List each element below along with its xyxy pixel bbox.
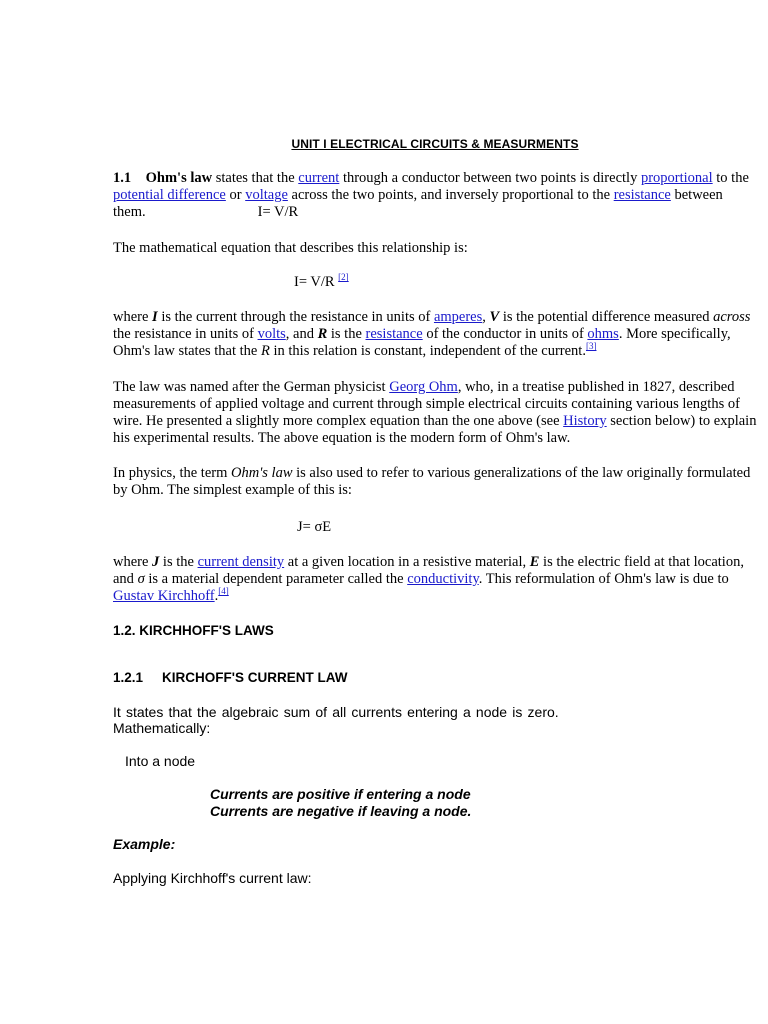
example-label: Example: xyxy=(113,836,176,852)
link-resistance-2[interactable]: resistance xyxy=(365,326,423,342)
mathematically-label: Mathematically: xyxy=(113,720,211,736)
kcl-statement: It states that the algebraic sum of all currents entering a node is zero. xyxy=(113,704,559,720)
text-span: is the xyxy=(162,554,194,570)
text-span: of the conductor in units of xyxy=(426,326,584,342)
text-span: the resistance in units of xyxy=(113,326,254,342)
section-number: 1.1 xyxy=(113,170,132,186)
text-span: . More specifically, Ohm's law states that the xyxy=(113,326,731,359)
kirchhoff-laws-heading: 1.2. KIRCHHOFF'S LAWS xyxy=(113,623,274,638)
where-paragraph-1 xyxy=(113,309,758,360)
text-span: across the two points, and inversely proportional to the xyxy=(291,187,611,203)
equation-current-density: J= σE xyxy=(297,519,332,535)
ohms-law-term: Ohm's law xyxy=(145,170,213,186)
text-span: to the xyxy=(716,170,749,186)
text-span: in this relation is constant, independent of the current. xyxy=(273,343,586,359)
link-current[interactable]: current xyxy=(298,170,340,186)
text-span: , xyxy=(482,309,486,325)
equation-ohm xyxy=(294,274,349,291)
kcl-heading xyxy=(113,670,347,685)
link-history[interactable]: History xyxy=(563,413,607,429)
link-resistance[interactable]: resistance xyxy=(613,187,671,203)
text-span: states that the xyxy=(215,170,295,186)
link-georg-ohm[interactable]: Georg Ohm xyxy=(389,379,458,395)
ohms-law-italic: Ohm's law xyxy=(231,465,293,481)
physics-paragraph xyxy=(113,465,758,499)
text-span: is the current through the resistance in units of xyxy=(161,309,431,325)
reference-link-3[interactable]: [3] xyxy=(585,341,597,351)
into-node-label: Into a node xyxy=(125,753,196,769)
text-span: is a material dependent parameter called the xyxy=(148,571,404,587)
history-paragraph xyxy=(113,379,758,447)
symbol-r: R xyxy=(317,326,328,342)
where-paragraph-2 xyxy=(113,554,758,605)
link-conductivity[interactable]: conductivity xyxy=(407,571,479,587)
page-title: UNIT I ELECTRICAL CIRCUITS & MEASURMENTS xyxy=(291,137,579,151)
text-span: where xyxy=(113,309,149,325)
symbol-i: I xyxy=(152,309,158,325)
text-span: where xyxy=(113,554,149,570)
text-span: between them. xyxy=(113,187,723,220)
applying-kcl-text: Applying Kirchhoff's current law: xyxy=(113,870,312,886)
symbol-j: J xyxy=(152,554,160,570)
text-span: , who, in a treatise published in 1827, described measurements of applied voltage and current through simple electrical circuits containing various lengths of wire. He presented a slightly more complex equation than the one above (see xyxy=(113,379,740,429)
link-proportional[interactable]: proportional xyxy=(640,170,713,186)
text-span: In physics, the term xyxy=(113,465,228,481)
kcl-number: 1.2.1 xyxy=(113,670,144,685)
ohms-law-paragraph xyxy=(113,170,758,221)
symbol-r-2: R xyxy=(261,343,270,359)
symbol-sigma: σ xyxy=(137,571,145,587)
text-span: . xyxy=(214,588,219,604)
link-amperes[interactable]: amperes xyxy=(433,309,483,325)
rule-positive: Currents are positive if entering a node xyxy=(210,786,471,802)
math-intro: The mathematical equation that describes this relationship is: xyxy=(113,240,468,256)
symbol-v: V xyxy=(489,309,500,325)
text-span: The law was named after the German physicist xyxy=(113,379,386,395)
symbol-e: E xyxy=(529,554,540,570)
text-span: , and xyxy=(285,326,314,342)
link-potential-difference[interactable]: potential difference xyxy=(113,187,226,203)
text-span: is also used to refer to various generalizations of the law originally formulated by Ohm. The simplest example of this is: xyxy=(113,465,751,498)
link-ohms[interactable]: ohms xyxy=(587,326,619,342)
kcl-label: KIRCHOFF'S CURRENT LAW xyxy=(162,670,348,685)
equation-text: I= V/R xyxy=(294,274,335,290)
text-span: is the electric field at that location, and xyxy=(113,554,744,587)
link-gustav-kirchhoff[interactable]: Gustav Kirchhoff xyxy=(113,588,215,604)
text-span: at a given location in a resistive material, xyxy=(287,554,527,570)
reference-link-2[interactable]: [2] xyxy=(338,272,349,282)
text-span: is the potential difference measured xyxy=(502,309,710,325)
inline-equation: I= V/R xyxy=(257,204,299,220)
rule-negative: Currents are negative if leaving a node. xyxy=(210,803,472,819)
reference-link-4[interactable]: [4] xyxy=(218,586,229,596)
link-volts[interactable]: volts xyxy=(257,326,286,342)
text-span: . This reformulation of Ohm's law is due to xyxy=(478,571,729,587)
link-current-density[interactable]: current density xyxy=(197,554,285,570)
text-span: or xyxy=(229,187,242,203)
text-span: is the xyxy=(330,326,362,342)
text-span: through a conductor between two points is directly xyxy=(342,170,638,186)
across-italic: across xyxy=(713,309,751,325)
link-voltage[interactable]: voltage xyxy=(245,187,288,203)
text-span: section below) to explain his experimental results. The above equation is the modern form of Ohm's law. xyxy=(113,413,757,446)
